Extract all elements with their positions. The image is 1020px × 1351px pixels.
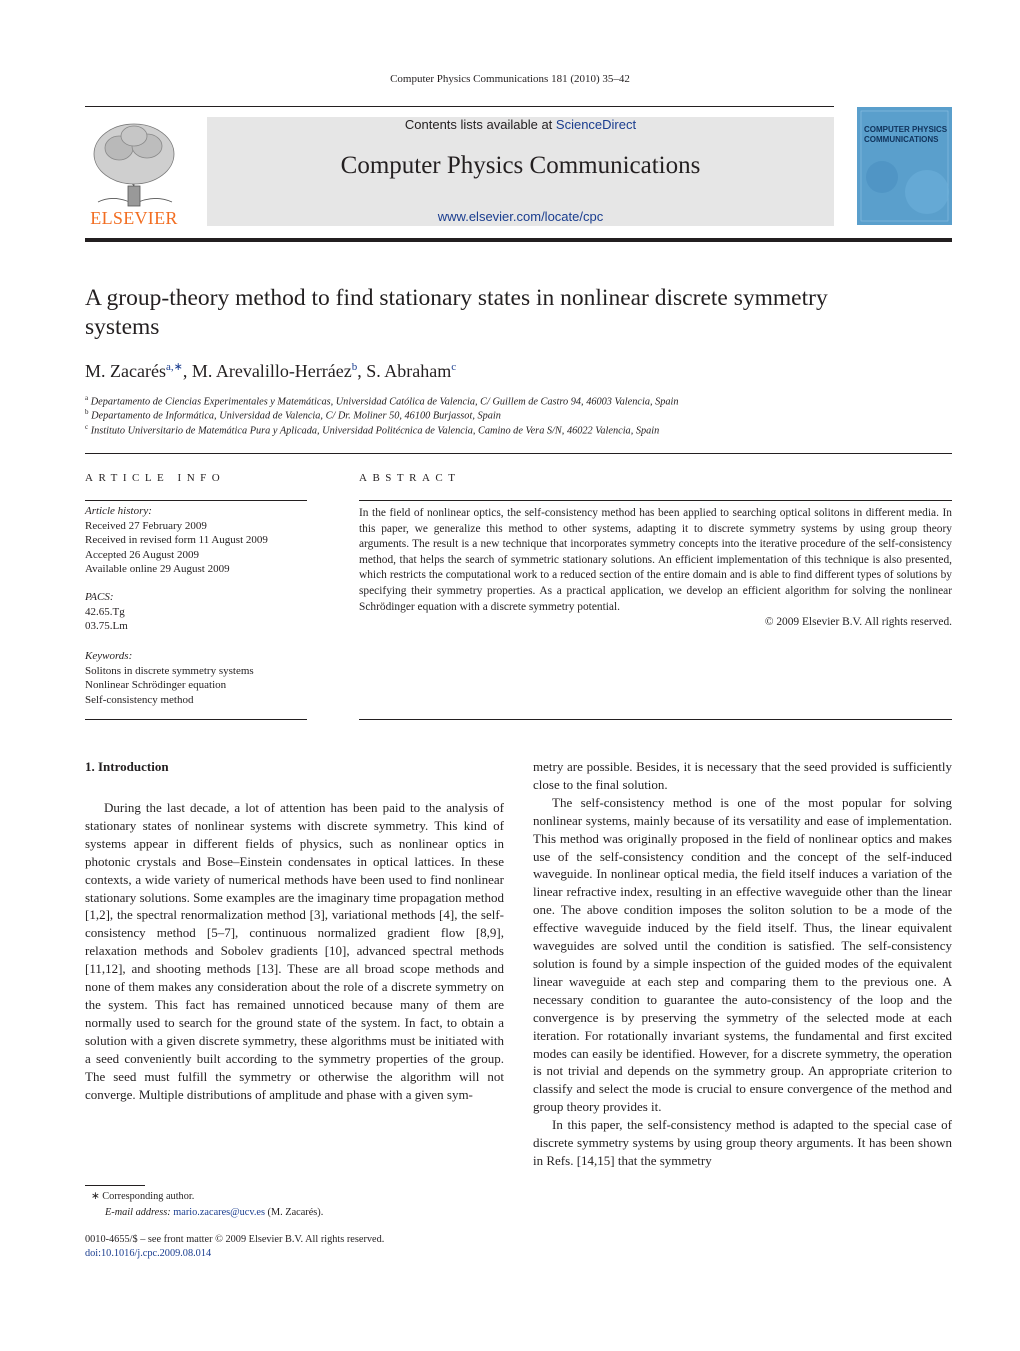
email-owner: (M. Zacarés). bbox=[264, 1207, 324, 1218]
history-item: Received in revised form 11 August 2009 bbox=[85, 534, 268, 546]
abstract-text: In the field of nonlinear optics, the self-consistency method has been applied to searching optical solitons in different media. In this paper, we generalize this method to other systems, adapting it to discrete symmetry systems by using group theory arguments. The result is a new technique that incorporates symmetry concepts into the iterative procedure of the self-consistency method, that helps the search of symmetric stationary solutions. An efficient implementation of this technique is also presented, which restricts the computational work to a reduced section of the entire domain and is able to find different types of solutions by specifying their symmetry properties. As a practical application, we develop an efficient algorithm for solving the nonlinear Schrödinger equation with a discrete symmetry potential. bbox=[359, 507, 952, 613]
history-item: Accepted 26 August 2009 bbox=[85, 548, 199, 561]
affiliation bbox=[85, 423, 659, 436]
author-name: M. Arevalillo-Herráez bbox=[191, 361, 352, 381]
body-paragraph: In this paper, the self-consistency method is adapted to the special case of discrete symmetry systems by using group theory arguments. It has been shown in Refs. [14,15] that the symmetry bbox=[533, 1117, 952, 1168]
article-info-bottom-rule bbox=[85, 719, 307, 720]
header-top-rule bbox=[85, 106, 834, 107]
affiliation-text: Departamento de Informática, Universidad de Valencia, C/ Dr. Moliner 50, 46100 Burjassot, Spain bbox=[91, 410, 501, 422]
keywords-label: Keywords: bbox=[85, 650, 133, 662]
abstract-heading: ABSTRACT bbox=[359, 472, 461, 484]
keyword-item: Self-consistency method bbox=[85, 693, 194, 706]
author-affiliation-mark[interactable]: b bbox=[351, 361, 358, 373]
affiliation-text: Departamento de Ciencias Experimentales y Matemáticas, Universidad Católica de Valencia, C/ Guillem de Castro 94, 46003 Valencia, Spain bbox=[90, 396, 679, 408]
abstract-body bbox=[359, 506, 952, 631]
abstract-bottom-rule bbox=[359, 719, 952, 720]
elsevier-logo bbox=[84, 116, 184, 228]
affiliation-mark: b bbox=[85, 408, 89, 416]
journal-reference: Computer Physics Communications 181 (2010) 35–42 bbox=[390, 73, 630, 85]
affiliation bbox=[85, 394, 679, 407]
affiliation-rule bbox=[85, 453, 952, 454]
pacs-label: PACS: bbox=[85, 591, 114, 603]
section-heading-introduction: 1. Introduction bbox=[85, 759, 169, 774]
author-list: M. Zacarés$^{a,∗}$, M. Arevalillo-Herráez$^b$, S. Abraham$^c$ bbox=[85, 361, 457, 381]
body-right-column bbox=[533, 758, 952, 1170]
author-name: S. Abraham bbox=[366, 361, 452, 381]
body-paragraph: The self-consistency method is one of the most popular for solving nonlinear systems, mainly because of its versatility and ease of implementation. This method was originally proposed in the field of nonlinear optics and makes use of the self-consistency condition and the concept of the self-induced waveguide. In nonlinear optical media, the field itself induces a variation of the linear refractive index, resulting in an effective waveguide other than the linear one. The above condition imposes the soliton solution to be a mode of the effective waveguide induced by the field itself. Thus, the linear equivalent waveguides are solved until the condition is satisfied. The self-consistency solution is found by a simple inspection of the guided modes of the equivalent linear waveguide at each step and comparing them to the previous one. A necessary condition to guarantee the auto-consistency of the loop and the convergence is by preserving the symmetry of the selected mode at each iteration. For rotationally invariant systems, the fundamental and first excited modes can easily be identified. However, for a discrete symmetry, the operation is not trivial and depends on the symmetry group. An appropriate criterion to classify and select the mode is crucial to ensure convergence of the method and group theory provides it. bbox=[533, 794, 952, 1115]
body-paragraph: During the last decade, a lot of attention has been paid to the analysis of stationary states of nonlinear systems with discrete symmetry. This kind of systems appear in different fields of physics, such as nonlinear optics in photonic crystals and Bose–Einstein condensates in optical lattices. In these contexts, a wide variety of numerical methods have been used to find nonlinear stationary solutions. Some examples are the imaginary time propagation method [1,2], the spectral renormalization method [3], variational methods [4], the self-consistency method [5–7], continuous normalized gradient flow [8,9], relaxation methods and Sobolev gradients [10], advanced spectral methods [11,12], and shooting methods [13]. These are all broad scope methods and none of them makes any consideration about the role of a discrete symmetry on the system. This fact has remained unnoticed because many of them are normally used to search for the ground state of the system. In fact, to obtain a solution with a given discrete symmetry, these algorithms must be initiated with a seed conveniently built according to the symmetry properties of the group. The seed must fulfill the symmetry or otherwise the algorithm will not converge. Multiple distributions of amplitude and phase with a given sym- bbox=[85, 800, 504, 1102]
author-affiliation-mark[interactable]: a,∗ bbox=[165, 361, 183, 373]
article-info-rule bbox=[85, 500, 307, 501]
footnote-rule bbox=[85, 1185, 145, 1186]
affiliation-mark: a bbox=[85, 394, 89, 402]
history-item: Available online 29 August 2009 bbox=[85, 563, 230, 575]
cover-title: COMPUTER PHYSICS COMMUNICATIONS bbox=[864, 125, 948, 144]
email-label: E-mail address: bbox=[105, 1207, 174, 1218]
journal-title: Computer Physics Communications bbox=[340, 152, 701, 179]
abstract-copyright: © 2009 Elsevier B.V. All rights reserved. bbox=[764, 616, 952, 629]
body-left-column bbox=[85, 799, 504, 1103]
author-affiliation-mark[interactable]: c bbox=[451, 361, 457, 373]
article-history bbox=[85, 504, 310, 577]
keyword-item: Nonlinear Schrödinger equation bbox=[85, 679, 227, 691]
issn-line: 0010-4655/$ – see front matter © 2009 Elsevier B.V. All rights reserved. bbox=[85, 1234, 385, 1245]
sciencedirect-link[interactable]: ScienceDirect bbox=[555, 117, 637, 132]
affiliation-mark: c bbox=[85, 423, 89, 431]
email-note bbox=[105, 1205, 323, 1220]
journal-url-link[interactable]: www.elsevier.com/locate/cpc bbox=[437, 209, 604, 224]
abstract-rule bbox=[359, 500, 952, 501]
author-name: M. Zacarés bbox=[85, 361, 166, 381]
contents-prefix: Contents lists available at bbox=[404, 117, 556, 132]
doi-link[interactable]: doi:10.1016/j.cpc.2009.08.014 bbox=[85, 1248, 212, 1259]
article-title: A group-theory method to find stationary states in nonlinear discrete symmetry systems bbox=[85, 285, 828, 340]
header-thick-rule bbox=[85, 238, 952, 242]
history-item: Received 27 February 2009 bbox=[85, 519, 207, 532]
email-link[interactable]: mario.zacares@ucv.es bbox=[173, 1207, 265, 1218]
pacs-block bbox=[85, 590, 310, 634]
corresponding-author-note: ∗ Corresponding author. bbox=[91, 1191, 195, 1202]
pacs-item: 03.75.Lm bbox=[85, 620, 128, 632]
affiliation bbox=[85, 408, 501, 421]
affiliation-text: Instituto Universitario de Matemática Pura y Aplicada, Universidad Politécnica de Valencia, Camino de Vera S/N, 46022 Valencia, Spain bbox=[90, 425, 660, 437]
keyword-item: Solitons in discrete symmetry systems bbox=[85, 664, 254, 677]
history-label: Article history: bbox=[85, 505, 152, 517]
publisher-name: ELSEVIER bbox=[90, 208, 178, 228]
article-info-heading: ARTICLE INFO bbox=[85, 472, 226, 484]
contents-line bbox=[207, 117, 834, 132]
keywords-block bbox=[85, 649, 310, 707]
pacs-item: 42.65.Tg bbox=[85, 605, 125, 618]
body-paragraph: metry are possible. Besides, it is necessary that the seed provided is sufficiently close to the final solution. bbox=[533, 759, 952, 792]
